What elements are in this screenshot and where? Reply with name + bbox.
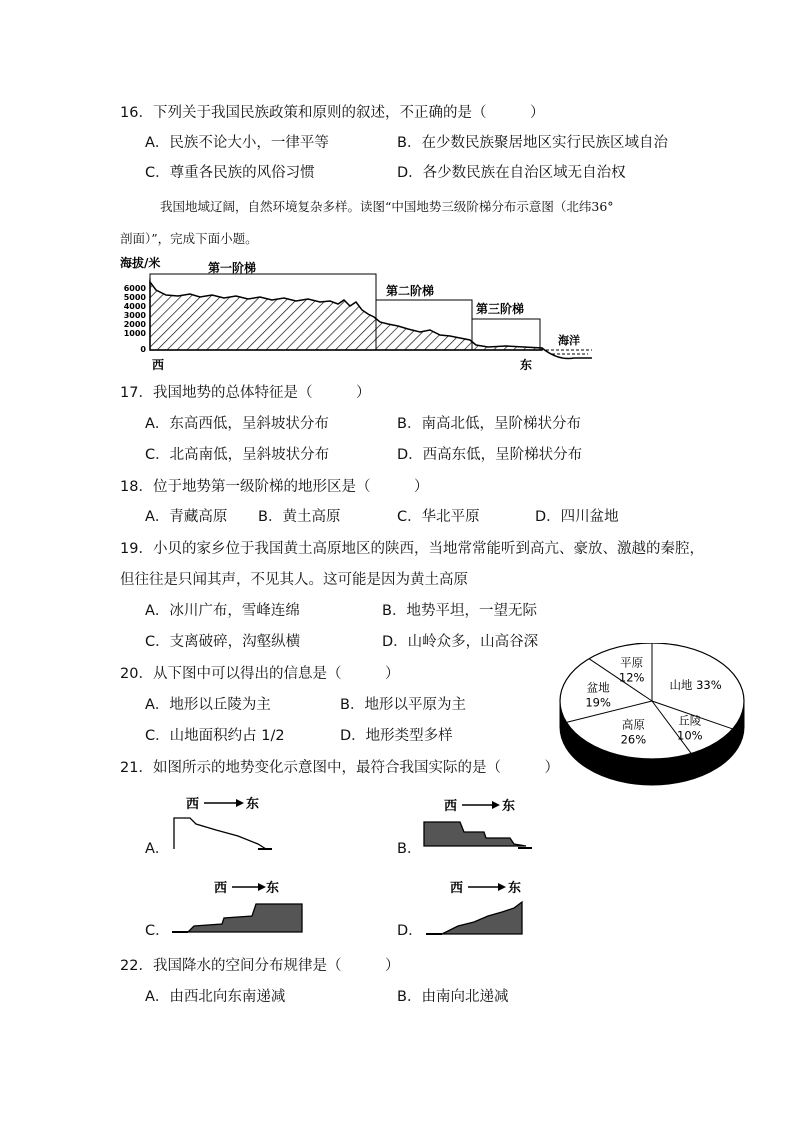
- arrow-head: [236, 799, 244, 807]
- east-label: 东: [508, 881, 522, 896]
- q20-option-a: A．地形以丘陵为主: [145, 697, 271, 713]
- q22-option-a: A．由西北向东南递减: [145, 989, 286, 1005]
- q18-option-b: B．黄土高原: [258, 509, 341, 525]
- terrain-ytick: 1000: [123, 329, 146, 338]
- q17-stem: 17．我国地势的总体特征是（ ）: [120, 385, 371, 401]
- arrow-head: [258, 883, 266, 891]
- pie-slice-value: 26%: [620, 732, 647, 747]
- profile-c: [188, 904, 302, 932]
- q18-stem: 18．位于地势第一级阶梯的地形区是（ ）: [120, 479, 429, 495]
- q17-option-c: C．北高南低，呈斜坡状分布: [145, 447, 330, 463]
- pie-slice-label: 高原: [621, 717, 645, 732]
- pie-slice-label: 盆地: [586, 680, 610, 695]
- terrain-ytick: 6000: [123, 284, 146, 293]
- landform-pie-chart: [556, 643, 756, 793]
- intro-line-1: 我国地域辽阔，自然环境复杂多样。读图“中国地势三级阶梯分布示意图（北纬36°: [160, 199, 614, 214]
- pie-slice-label: 平原: [620, 655, 644, 670]
- q19-stem-line-2: 但往往是只闻其声，不见其人。这可能是因为黄土高原: [120, 572, 468, 588]
- q18-option-c: C．华北平原: [397, 509, 480, 525]
- q21-option-b: B．: [397, 841, 422, 857]
- west-label: 西: [152, 358, 165, 372]
- intro-line-2: 剖面）”，完成下面小题。: [120, 231, 258, 246]
- terrain-ytick: 0: [140, 345, 146, 354]
- east-label: 东: [266, 881, 280, 896]
- profile-d: [442, 902, 522, 934]
- terrain-profile-figure: [116, 252, 606, 374]
- q18-option-a: A．青藏高原: [145, 509, 228, 525]
- west-label: 西: [214, 881, 228, 896]
- step-3-label: 第三阶梯: [476, 302, 525, 316]
- q21-option-a: A．: [145, 841, 170, 857]
- q21-figure-a: [166, 792, 278, 858]
- q19-option-c: C．支离破碎，沟壑纵横: [145, 634, 301, 650]
- east-label: 东: [246, 797, 260, 812]
- q21-stem: 21．如图所示的地势变化示意图中，最符合我国实际的是（ ）: [120, 760, 559, 776]
- q20-option-c: C．山地面积约占 1/2: [145, 728, 285, 744]
- profile-a: [174, 818, 266, 849]
- profile-b: [424, 822, 526, 846]
- terrain-ylabel: 海拔/米: [120, 256, 161, 270]
- west-label: 西: [450, 881, 464, 896]
- east-label: 东: [502, 799, 516, 814]
- q21-option-c: C．: [145, 923, 170, 939]
- pie-slice-value: 12%: [618, 670, 645, 685]
- step-1-label: 第一阶梯: [208, 261, 257, 275]
- terrain-ytick: 3000: [123, 311, 146, 320]
- step-2-label: 第二阶梯: [386, 284, 435, 298]
- q20-stem: 20．从下图中可以得出的信息是（ ）: [120, 666, 400, 682]
- q16-option-d: D．各少数民族在自治区域无自治权: [397, 165, 626, 181]
- q21-figure-b: [418, 792, 538, 858]
- terrain-ytick: 5000: [123, 293, 146, 302]
- q17-option-b: B．南高北低，呈阶梯状分布: [397, 416, 581, 432]
- arrow-head: [498, 883, 506, 891]
- q20-option-d: D．地形类型多样: [340, 728, 453, 744]
- q19-option-a: A．冰川广布，雪峰连绵: [145, 603, 300, 619]
- q19-option-d: D．山岭众多，山高谷深: [382, 634, 539, 650]
- west-label: 西: [444, 799, 458, 814]
- q22-option-b: B．由南向北递减: [397, 989, 509, 1005]
- arrow-head: [492, 801, 500, 809]
- pie-slice-value: 19%: [585, 695, 611, 710]
- q18-option-d: D．四川盆地: [535, 509, 619, 525]
- west-label: 西: [186, 797, 200, 812]
- q21-figure-c: [166, 874, 306, 940]
- terrain-ytick: 4000: [123, 302, 146, 311]
- ocean-label: 海洋: [558, 334, 580, 347]
- q21-option-d: D．: [397, 923, 423, 939]
- q16-option-c: C．尊重各民族的风俗习惯: [145, 165, 315, 181]
- q21-figure-d: [418, 874, 538, 940]
- q16-option-a: A．民族不论大小，一律平等: [145, 135, 329, 151]
- q19-option-b: B．地势平坦，一望无际: [382, 603, 537, 619]
- q17-option-d: D．西高东低，呈阶梯状分布: [397, 447, 583, 463]
- pie-slice-label: 山地 33%: [669, 677, 722, 692]
- pie-slice-label: 丘陵: [678, 713, 702, 728]
- q16-stem: 16．下列关于我国民族政策和原则的叙述，不正确的是（ ）: [120, 105, 545, 121]
- q17-option-a: A．东高西低，呈斜坡状分布: [145, 416, 329, 432]
- q19-stem-line-1: 19．小贝的家乡位于我国黄土高原地区的陕西，当地常常能听到高亢、豪放、激越的秦腔，: [120, 541, 704, 557]
- pie-slice-value: 10%: [677, 728, 703, 743]
- terrain-ytick: 2000: [123, 320, 146, 329]
- east-label: 东: [520, 358, 533, 372]
- q22-stem: 22．我国降水的空间分布规律是（ ）: [120, 958, 400, 974]
- terrain-profile: [150, 282, 542, 350]
- q16-option-b: B．在少数民族聚居地区实行民族区域自治: [397, 135, 668, 151]
- q20-option-b: B．地形以平原为主: [340, 697, 466, 713]
